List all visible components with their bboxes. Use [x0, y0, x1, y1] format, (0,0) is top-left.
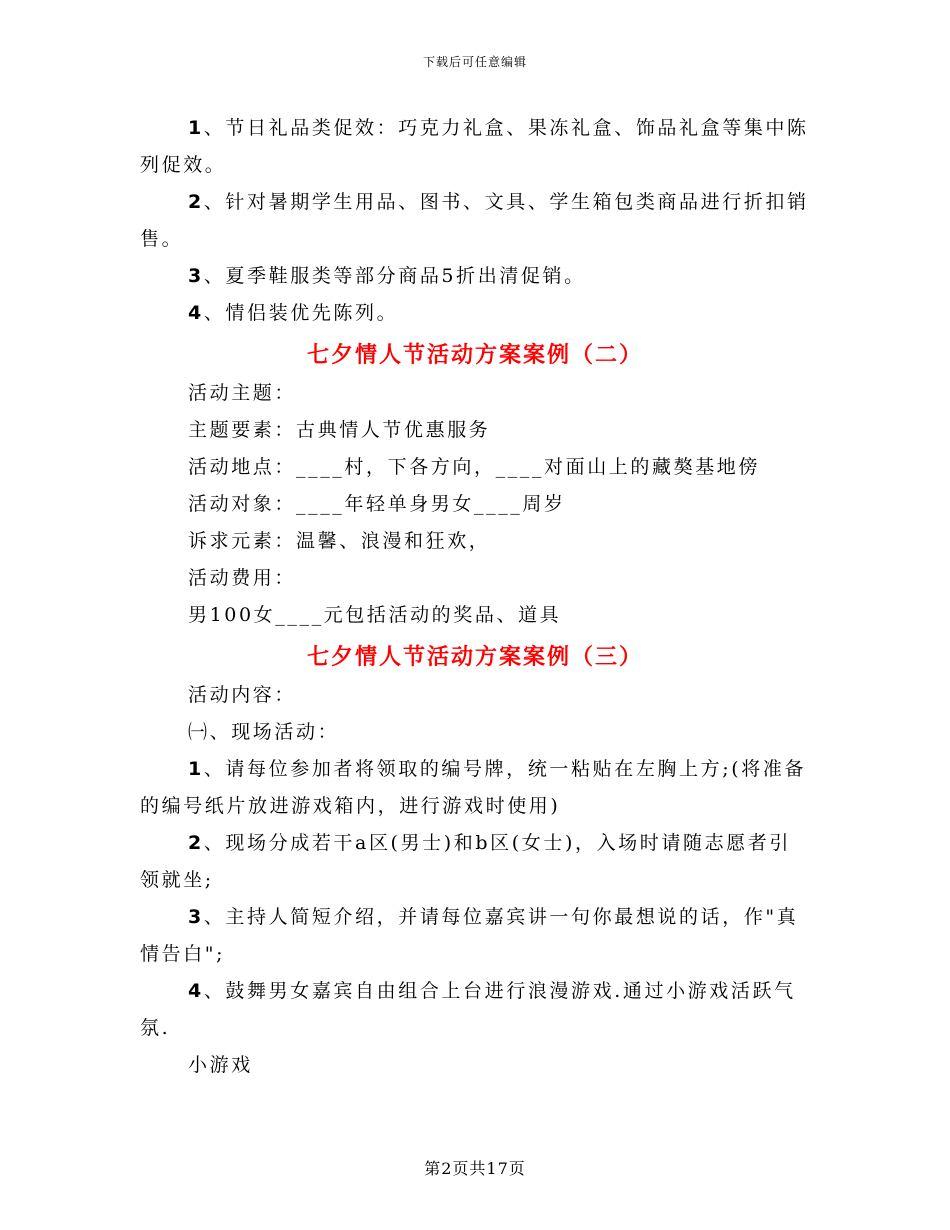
- item-text: 、情侣装优先陈列。: [203, 302, 399, 324]
- list-item: [140, 973, 810, 1047]
- paragraph: 活动内容：: [188, 684, 297, 706]
- section-heading-2: 七夕情人节活动方案案例（二）: [306, 342, 643, 368]
- section-heading-3: 七夕情人节活动方案案例（三）: [306, 644, 643, 670]
- item-number: 4: [188, 980, 204, 1002]
- list-item: [140, 258, 810, 295]
- item-number: 1: [188, 117, 204, 139]
- paragraph: 男100女____元包括活动的奖品、道具: [188, 604, 562, 626]
- paragraph: 活动主题：: [188, 382, 297, 404]
- list-item: [140, 110, 810, 184]
- page-number: 第2页共17页: [424, 1159, 526, 1178]
- item-text: 、节日礼品类促效：巧克力礼盒、果冻礼盒、饰品礼盒等集中陈列促效。: [140, 117, 809, 176]
- item-text: 、请每位参加者将领取的编号牌，统一粘贴在左胸上方;(将准备的编号纸片放进游戏箱内，进行游戏时使用): [140, 758, 807, 817]
- item-number: 2: [188, 832, 204, 854]
- list-item: [140, 295, 810, 332]
- paragraph: 活动对象：____年轻单身男女____周岁: [188, 493, 566, 515]
- list-item: [140, 751, 810, 825]
- paragraph: 诉求元素：温馨、浪漫和狂欢，: [188, 530, 491, 552]
- item-number: 1: [188, 758, 204, 780]
- paragraph: 小游戏: [188, 1054, 253, 1076]
- document-content: [140, 110, 810, 1084]
- item-text: 、主持人简短介绍，并请每位嘉宾讲一句你最想说的话，作"真情告白";: [140, 906, 799, 965]
- item-number: 3: [188, 906, 204, 928]
- item-number: 2: [188, 191, 204, 213]
- item-text: 、夏季鞋服类等部分商品5折出清促销。: [203, 265, 586, 287]
- paragraph: 活动费用：: [188, 567, 297, 589]
- paragraph: 活动地点：____村，下各方向，____对面山上的藏獒基地傍: [188, 456, 761, 478]
- paragraph: ㈠、现场活动：: [188, 721, 340, 743]
- item-number: 4: [188, 302, 204, 324]
- paragraph: 主题要素：古典情人节优惠服务: [188, 419, 491, 441]
- header-note: 下载后可任意编辑: [422, 55, 527, 69]
- item-text: 、鼓舞男女嘉宾自由组合上台进行浪漫游戏.通过小游戏活跃气氛.: [140, 980, 796, 1039]
- item-number: 3: [188, 265, 204, 287]
- list-item: [140, 184, 810, 258]
- list-item: [140, 825, 810, 899]
- item-text: 、现场分成若干a区(男士)和b区(女士)，入场时请随志愿者引领就坐;: [140, 832, 791, 891]
- list-item: [140, 899, 810, 973]
- item-text: 、针对暑期学生用品、图书、文具、学生箱包类商品进行折扣销售。: [140, 191, 809, 250]
